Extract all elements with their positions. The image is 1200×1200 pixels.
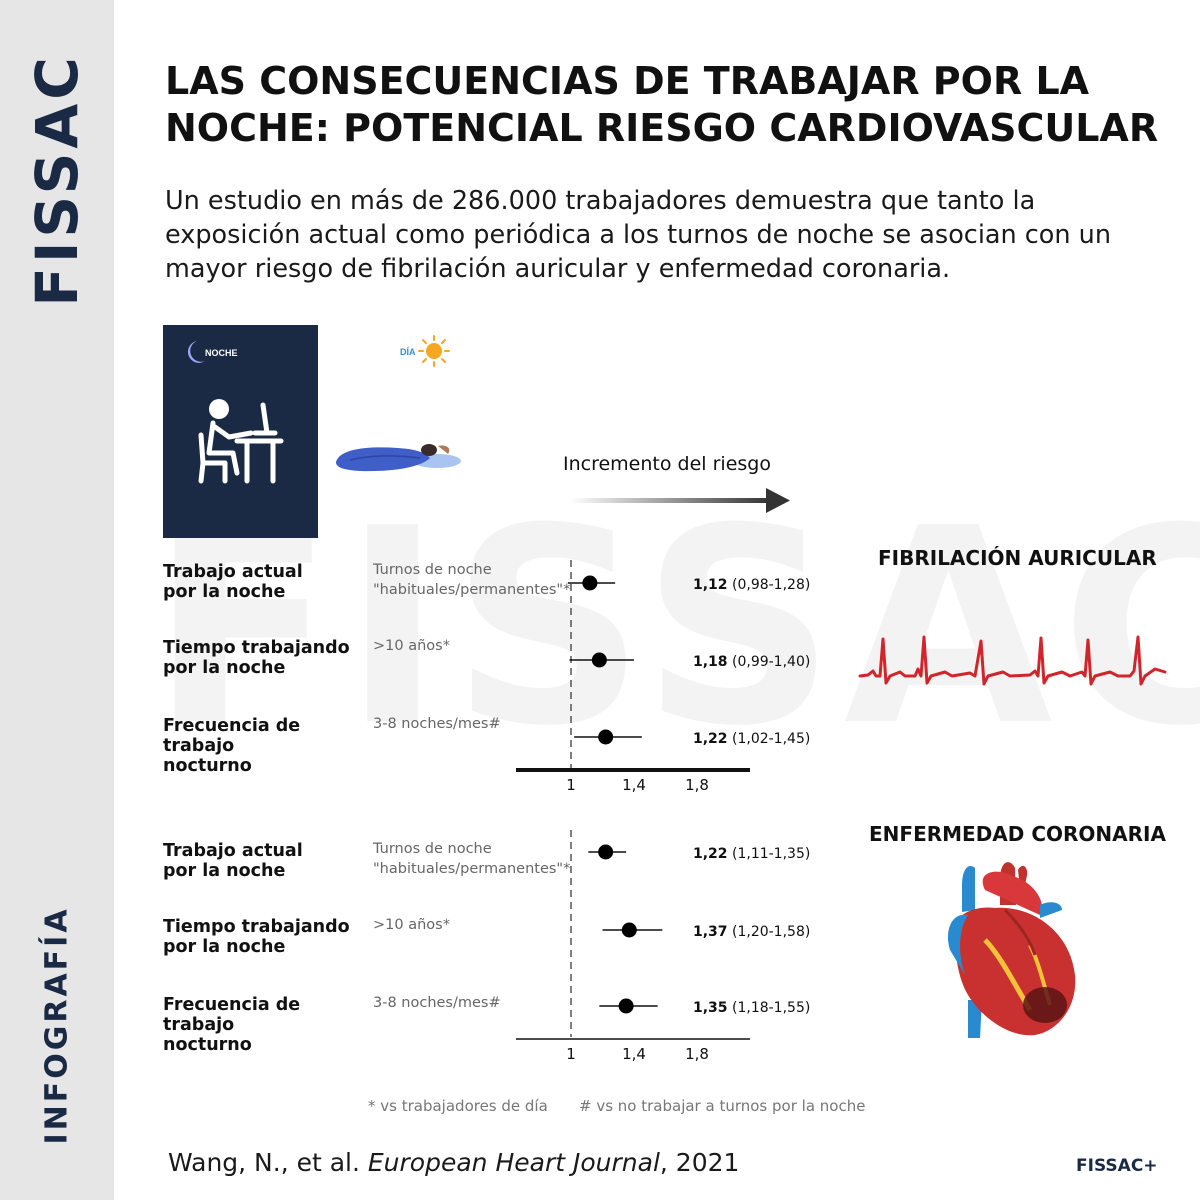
estimate-value-1-0: 1,22 bbox=[693, 846, 728, 862]
estimate-point-1-0 bbox=[598, 845, 613, 860]
estimate-label-0-2 bbox=[693, 731, 810, 747]
night-label: NOCHE bbox=[205, 348, 238, 358]
row-comparison-cad-0: Turnos de noche "habituales/permanentes"* bbox=[373, 841, 571, 877]
x-tick-label-0-0: 1 bbox=[566, 776, 576, 794]
page-subtitle: Un estudio en más de 286.000 trabajadores demuestra que tanto la exposición actual como periódica a los turnos de noche se asocian con un mayor riesgo de fibrilación auricular y enfermedad coronaria. bbox=[165, 186, 1112, 284]
confidence-interval-0-2: (1,02-1,45) bbox=[727, 731, 811, 747]
sidebar-section-label: INFOGRAFÍA bbox=[39, 905, 75, 1145]
x-tick-label-1-0: 1 bbox=[566, 1045, 576, 1063]
estimate-point-1-2 bbox=[619, 999, 634, 1014]
day-label: DÍA bbox=[400, 347, 416, 357]
estimate-value-1-2: 1,35 bbox=[693, 1000, 728, 1016]
row-label-af-0: Trabajo actual por la noche bbox=[163, 562, 303, 602]
estimate-label-1-2 bbox=[693, 1000, 810, 1016]
row-label-af-2: Frecuencia de trabajo nocturno bbox=[163, 716, 301, 776]
row-label-cad-1: Tiempo trabajando por la noche bbox=[163, 917, 350, 957]
estimate-label-0-0 bbox=[693, 577, 810, 593]
x-tick-label-0-2: 1,8 bbox=[685, 776, 709, 794]
row-comparison-af-1: >10 años* bbox=[373, 638, 450, 654]
estimate-value-0-2: 1,22 bbox=[693, 731, 728, 747]
citation: Wang, N., et al. European Heart Journal, 2021 bbox=[168, 1148, 740, 1177]
estimate-point-1-1 bbox=[622, 923, 637, 938]
estimate-value-0-1: 1,18 bbox=[693, 654, 728, 670]
row-label-cad-0: Trabajo actual por la noche bbox=[163, 841, 303, 881]
estimate-point-0-2 bbox=[598, 730, 613, 745]
row-label-cad-2: Frecuencia de trabajo nocturno bbox=[163, 995, 301, 1055]
estimate-point-0-0 bbox=[582, 576, 597, 591]
estimate-point-0-1 bbox=[592, 653, 607, 668]
footnote-hash: # vs no trabajar a turnos por la noche bbox=[579, 1097, 866, 1115]
confidence-interval-0-1: (0,99-1,40) bbox=[727, 654, 811, 670]
row-comparison-cad-1: >10 años* bbox=[373, 917, 450, 933]
estimate-label-1-0 bbox=[693, 846, 810, 862]
x-tick-label-0-1: 1,4 bbox=[622, 776, 646, 794]
estimate-label-1-1 bbox=[693, 924, 810, 940]
row-comparison-af-0: Turnos de noche "habituales/permanentes"* bbox=[373, 562, 571, 598]
section-title-af: FIBRILACIÓN AURICULAR bbox=[878, 546, 1157, 570]
confidence-interval-1-1: (1,20-1,58) bbox=[727, 924, 811, 940]
x-tick-label-1-1: 1,4 bbox=[622, 1045, 646, 1063]
estimate-value-0-0: 1,12 bbox=[693, 577, 728, 593]
section-title-cad: ENFERMEDAD CORONARIA bbox=[869, 822, 1166, 846]
row-comparison-cad-2: 3-8 noches/mes# bbox=[373, 995, 501, 1011]
page-title: LAS CONSECUENCIAS DE TRABAJAR POR LA NOCHE: POTENCIAL RIESGO CARDIOVASCULAR bbox=[165, 59, 1159, 150]
estimate-value-1-1: 1,37 bbox=[693, 924, 728, 940]
footnote-star: * vs trabajadores de día bbox=[368, 1097, 548, 1115]
row-comparison-af-2: 3-8 noches/mes# bbox=[373, 716, 501, 732]
confidence-interval-1-0: (1,11-1,35) bbox=[727, 846, 811, 862]
risk-arrow-label: Incremento del riesgo bbox=[563, 453, 771, 475]
brand-logo-bottom: FISSAC+ bbox=[1076, 1156, 1158, 1176]
sidebar-brand: FISSAC bbox=[23, 53, 91, 307]
confidence-interval-0-0: (0,98-1,28) bbox=[727, 577, 811, 593]
row-label-af-1: Tiempo trabajando por la noche bbox=[163, 638, 350, 678]
estimate-label-0-1 bbox=[693, 654, 810, 670]
x-tick-label-1-2: 1,8 bbox=[685, 1045, 709, 1063]
confidence-interval-1-2: (1,18-1,55) bbox=[727, 1000, 811, 1016]
